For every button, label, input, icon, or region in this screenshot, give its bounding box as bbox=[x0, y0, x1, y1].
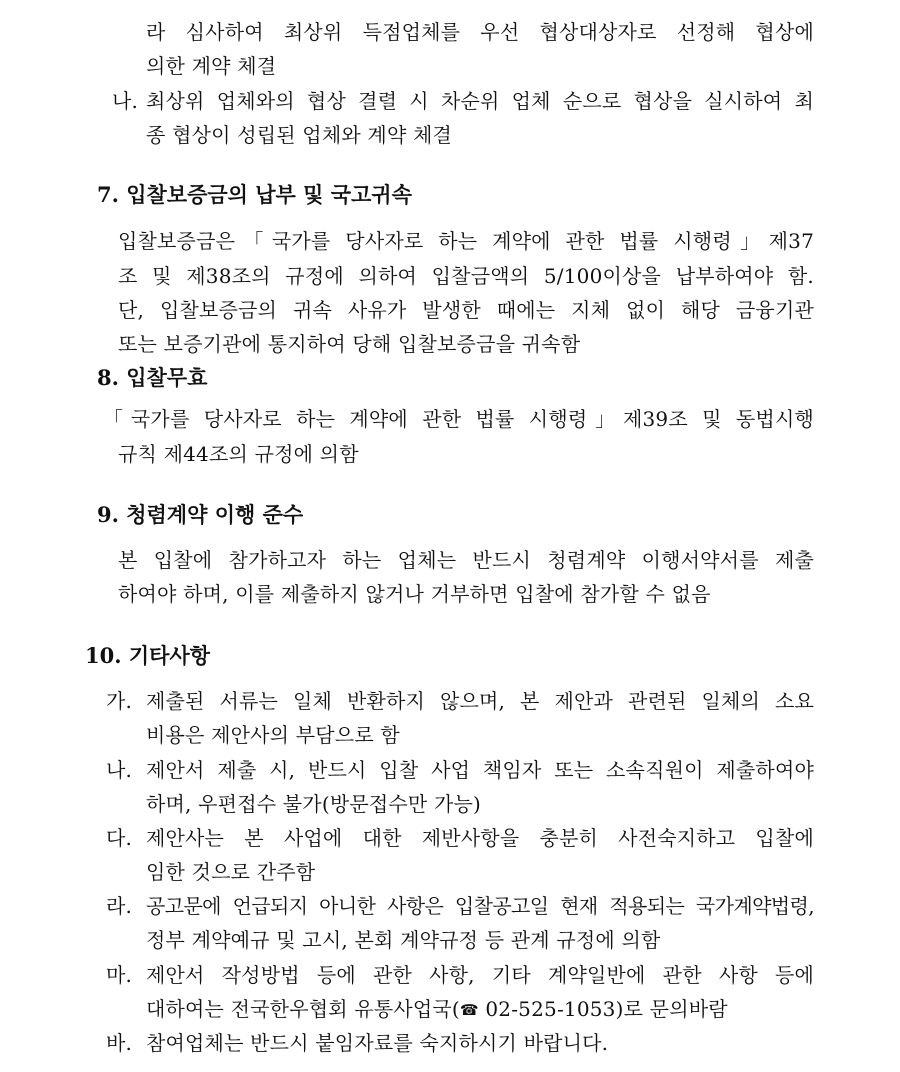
phone-number-text: 02-525-1053)로 문의바람 bbox=[478, 997, 728, 1021]
sec10-item-line2: 임한 것으로 간주함 bbox=[146, 860, 316, 884]
sec10-item-line1: 공고문에 언급되지 아니한 사항은 입찰공고일 현재 적용되는 국가계약법령, bbox=[146, 894, 814, 918]
section-9-heading: 9. 청렴계약 이행 준수 bbox=[97, 502, 304, 527]
section-10-heading: 10. 기타사항 bbox=[85, 643, 210, 668]
sec10-item-line1: 제안사는 본 사업에 대한 제반사항을 충분히 사전숙지하고 입찰에 bbox=[146, 826, 814, 850]
sec8-line2: 규칙 제44조의 규정에 의함 bbox=[118, 442, 359, 466]
sec10-item-marker: 다. bbox=[106, 826, 133, 850]
sec10-item-line2: 정부 계약예규 및 고시, 본회 계약규정 등 관계 규정에 의함 bbox=[146, 928, 661, 952]
phone-icon: ☎ bbox=[459, 1001, 479, 1019]
sec7-line4: 또는 보증기관에 통지하여 당해 입찰보증금을 귀속함 bbox=[118, 332, 581, 356]
sec10-item-line2: 비용은 제안사의 부담으로 함 bbox=[146, 723, 400, 747]
sec10-item-marker: 나. bbox=[106, 758, 133, 782]
sec7-line1: 입찰보증금은「국가를 당사자로 하는 계약에 관한 법률 시행령」제37 bbox=[118, 229, 814, 253]
sec8-line1: 「국가를 당사자로 하는 계약에 관한 법률 시행령」제39조 및 동법시행 bbox=[103, 407, 814, 431]
section-7-heading: 7. 입찰보증금의 납부 및 국고귀속 bbox=[97, 182, 412, 207]
sec10-item-line1: 참여업체는 반드시 붙임자료를 숙지하시기 바랍니다. bbox=[146, 1031, 609, 1055]
sec7-line2: 조 및 제38조의 규정에 의하여 입찰금액의 5/100이상을 납부하여야 함. bbox=[118, 264, 814, 288]
sec10-item-line2: 하며, 우편접수 불가(방문접수만 가능) bbox=[146, 792, 482, 816]
section-8-heading: 8. 입찰무효 bbox=[97, 365, 208, 390]
sec10-item-marker: 가. bbox=[106, 689, 133, 713]
sec9-line2: 하여야 하며, 이를 제출하지 않거나 거부하면 입찰에 참가할 수 없음 bbox=[118, 582, 711, 606]
sec9-line1: 본 입찰에 참가하고자 하는 업체는 반드시 청렴계약 이행서약서를 제출 bbox=[118, 548, 814, 572]
sec10-item-line1: 제출된 서류는 일체 반환하지 않으며, 본 제안과 관련된 일체의 소요 bbox=[146, 689, 814, 713]
sec6-item-b-line2: 종 협상이 성립된 업체와 계약 체결 bbox=[146, 123, 453, 147]
sec10-item-marker: 바. bbox=[106, 1031, 133, 1055]
sec6-item-b-marker: 나. bbox=[112, 89, 139, 113]
sec10-item-marker: 마. bbox=[106, 963, 133, 987]
sec7-line3: 단, 입찰보증금의 귀속 사유가 발생한 때에는 지체 없이 해당 금융기관 bbox=[118, 298, 814, 322]
sec10-item-line1: 제안서 제출 시, 반드시 입찰 사업 책임자 또는 소속직원이 제출하여야 bbox=[146, 758, 814, 782]
sec6-item-b-line1: 최상위 업체와의 협상 결렬 시 차순위 업체 순으로 협상을 실시하여 최 bbox=[146, 89, 814, 113]
sec10-item-line1: 제안서 작성방법 등에 관한 사항, 기타 계약일반에 관한 사항 등에 bbox=[146, 963, 814, 987]
sec10-item-line2 bbox=[146, 994, 728, 1025]
sec6-item-a-line1: 라 심사하여 최상위 득점업체를 우선 협상대상자로 선정해 협상에 bbox=[146, 20, 814, 44]
contact-text: 대하여는 전국한우협회 유통사업국( bbox=[146, 997, 460, 1021]
sec6-item-a-line2: 의한 계약 체결 bbox=[146, 54, 277, 78]
sec10-item-marker: 라. bbox=[106, 894, 133, 918]
